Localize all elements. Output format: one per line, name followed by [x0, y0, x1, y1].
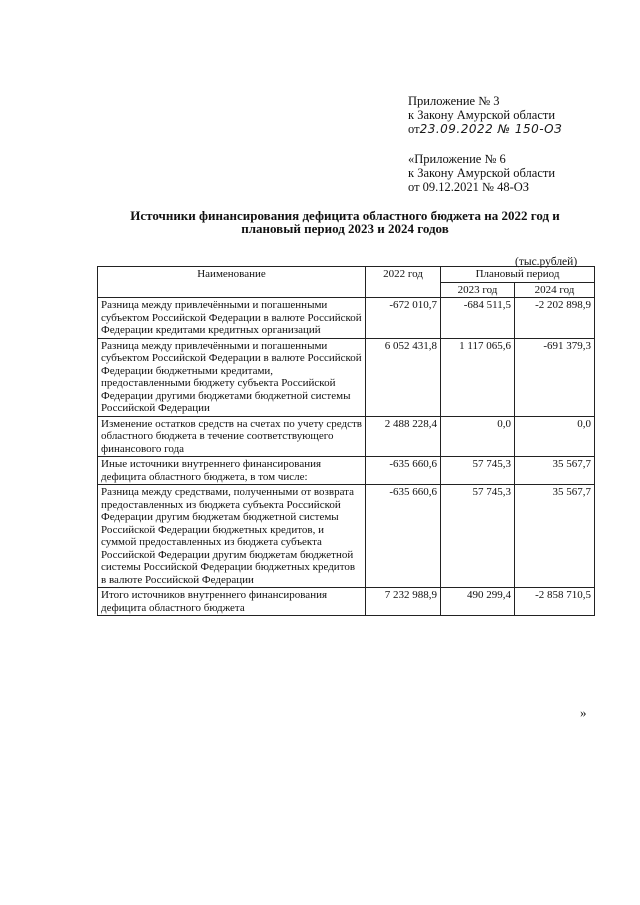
- row-value-2024: 35 567,7: [515, 457, 595, 485]
- row-value-2022: 2 488 228,4: [366, 416, 441, 457]
- row-value-2023: -684 511,5: [441, 298, 515, 339]
- header-2022: 2022 год: [366, 267, 441, 298]
- row-value-2022: -672 010,7: [366, 298, 441, 339]
- row-value-2022: -635 660,6: [366, 485, 441, 588]
- financing-sources-table: [97, 266, 595, 616]
- header-name: Наименование: [98, 267, 366, 298]
- annex-3-header: [408, 94, 562, 136]
- annex-3-title: Приложение № 3: [408, 94, 500, 108]
- row-name: Итого источников внутреннего финансирования дефицита областного бюджета: [98, 588, 366, 616]
- header-2024: 2024 год: [515, 282, 595, 298]
- header-planned-period: Плановый период: [441, 267, 595, 283]
- row-value-2024: 0,0: [515, 416, 595, 457]
- row-value-2024: 35 567,7: [515, 485, 595, 588]
- row-name: Разница между привлечёнными и погашенными субъектом Российской Федерации в валюте Российской Федерации кредитами кредитных организаций: [98, 298, 366, 339]
- annex-6-title: «Приложение № 6: [408, 152, 506, 166]
- row-value-2022: -635 660,6: [366, 457, 441, 485]
- table-header-row: [98, 267, 595, 283]
- annex-3-law-reference: к Закону Амурской области: [408, 108, 556, 122]
- annex-3-date-prefix: от: [408, 122, 420, 136]
- table-row: [98, 298, 595, 339]
- annex-6-law-reference: к Закону Амурской области: [408, 166, 556, 180]
- table-total-row: [98, 588, 595, 616]
- row-name: Иные источники внутреннего финансирования дефицита областного бюджета, в том числе:: [98, 457, 366, 485]
- units-label: (тыс.рублей): [515, 256, 578, 268]
- row-name: Разница между средствами, полученными от возврата предоставленных из бюджета субъекта Российской Федерации другим бюджетам бюджетной системы Российской Федерации бюджетных кредитов, и суммой предоставленных из бюджета субъекта Российской Федерации другим бюджетам бюджетной системы Российской Федерации бюджетных кредитов в валюте Российской Федерации: [98, 485, 366, 588]
- row-value-2022: 6 052 431,8: [366, 338, 441, 416]
- row-value-2023: 490 299,4: [441, 588, 515, 616]
- row-value-2023: 1 117 065,6: [441, 338, 515, 416]
- closing-quote: »: [580, 705, 587, 720]
- row-value-2024: -2 202 898,9: [515, 298, 595, 339]
- row-value-2023: 57 745,3: [441, 457, 515, 485]
- document-title-line-2: плановый период 2023 и 2024 годов: [241, 221, 449, 236]
- table-row: [98, 416, 595, 457]
- annex-3-handwritten-date-number: 23.09.2022 № 150-ОЗ: [419, 122, 563, 136]
- row-name: Изменение остатков средств на счетах по учету средств областного бюджета в течение соответствующего финансового года: [98, 416, 366, 457]
- row-value-2024: -691 379,3: [515, 338, 595, 416]
- row-value-2022: 7 232 988,9: [366, 588, 441, 616]
- annex-6-header: [408, 152, 555, 194]
- row-value-2023: 0,0: [441, 416, 515, 457]
- row-value-2023: 57 745,3: [441, 485, 515, 588]
- header-2023: 2023 год: [441, 282, 515, 298]
- table-row: [98, 338, 595, 416]
- document-title: [95, 209, 595, 235]
- annex-6-date-number: от 09.12.2021 № 48-ОЗ: [408, 180, 530, 194]
- row-value-2024: -2 858 710,5: [515, 588, 595, 616]
- table-row: [98, 485, 595, 588]
- document-title-line-1: Источники финансирования дефицита областного бюджета на 2022 год и: [130, 208, 560, 223]
- table-row: [98, 457, 595, 485]
- row-name: Разница между привлечёнными и погашенными субъектом Российской Федерации в валюте Российской Федерации бюджетными кредитами, предоставленными бюджету субъекта Российской Федерации другими бюджетами бюджетной системы Российской Федерации: [98, 338, 366, 416]
- annex-3-date-line: [408, 122, 562, 136]
